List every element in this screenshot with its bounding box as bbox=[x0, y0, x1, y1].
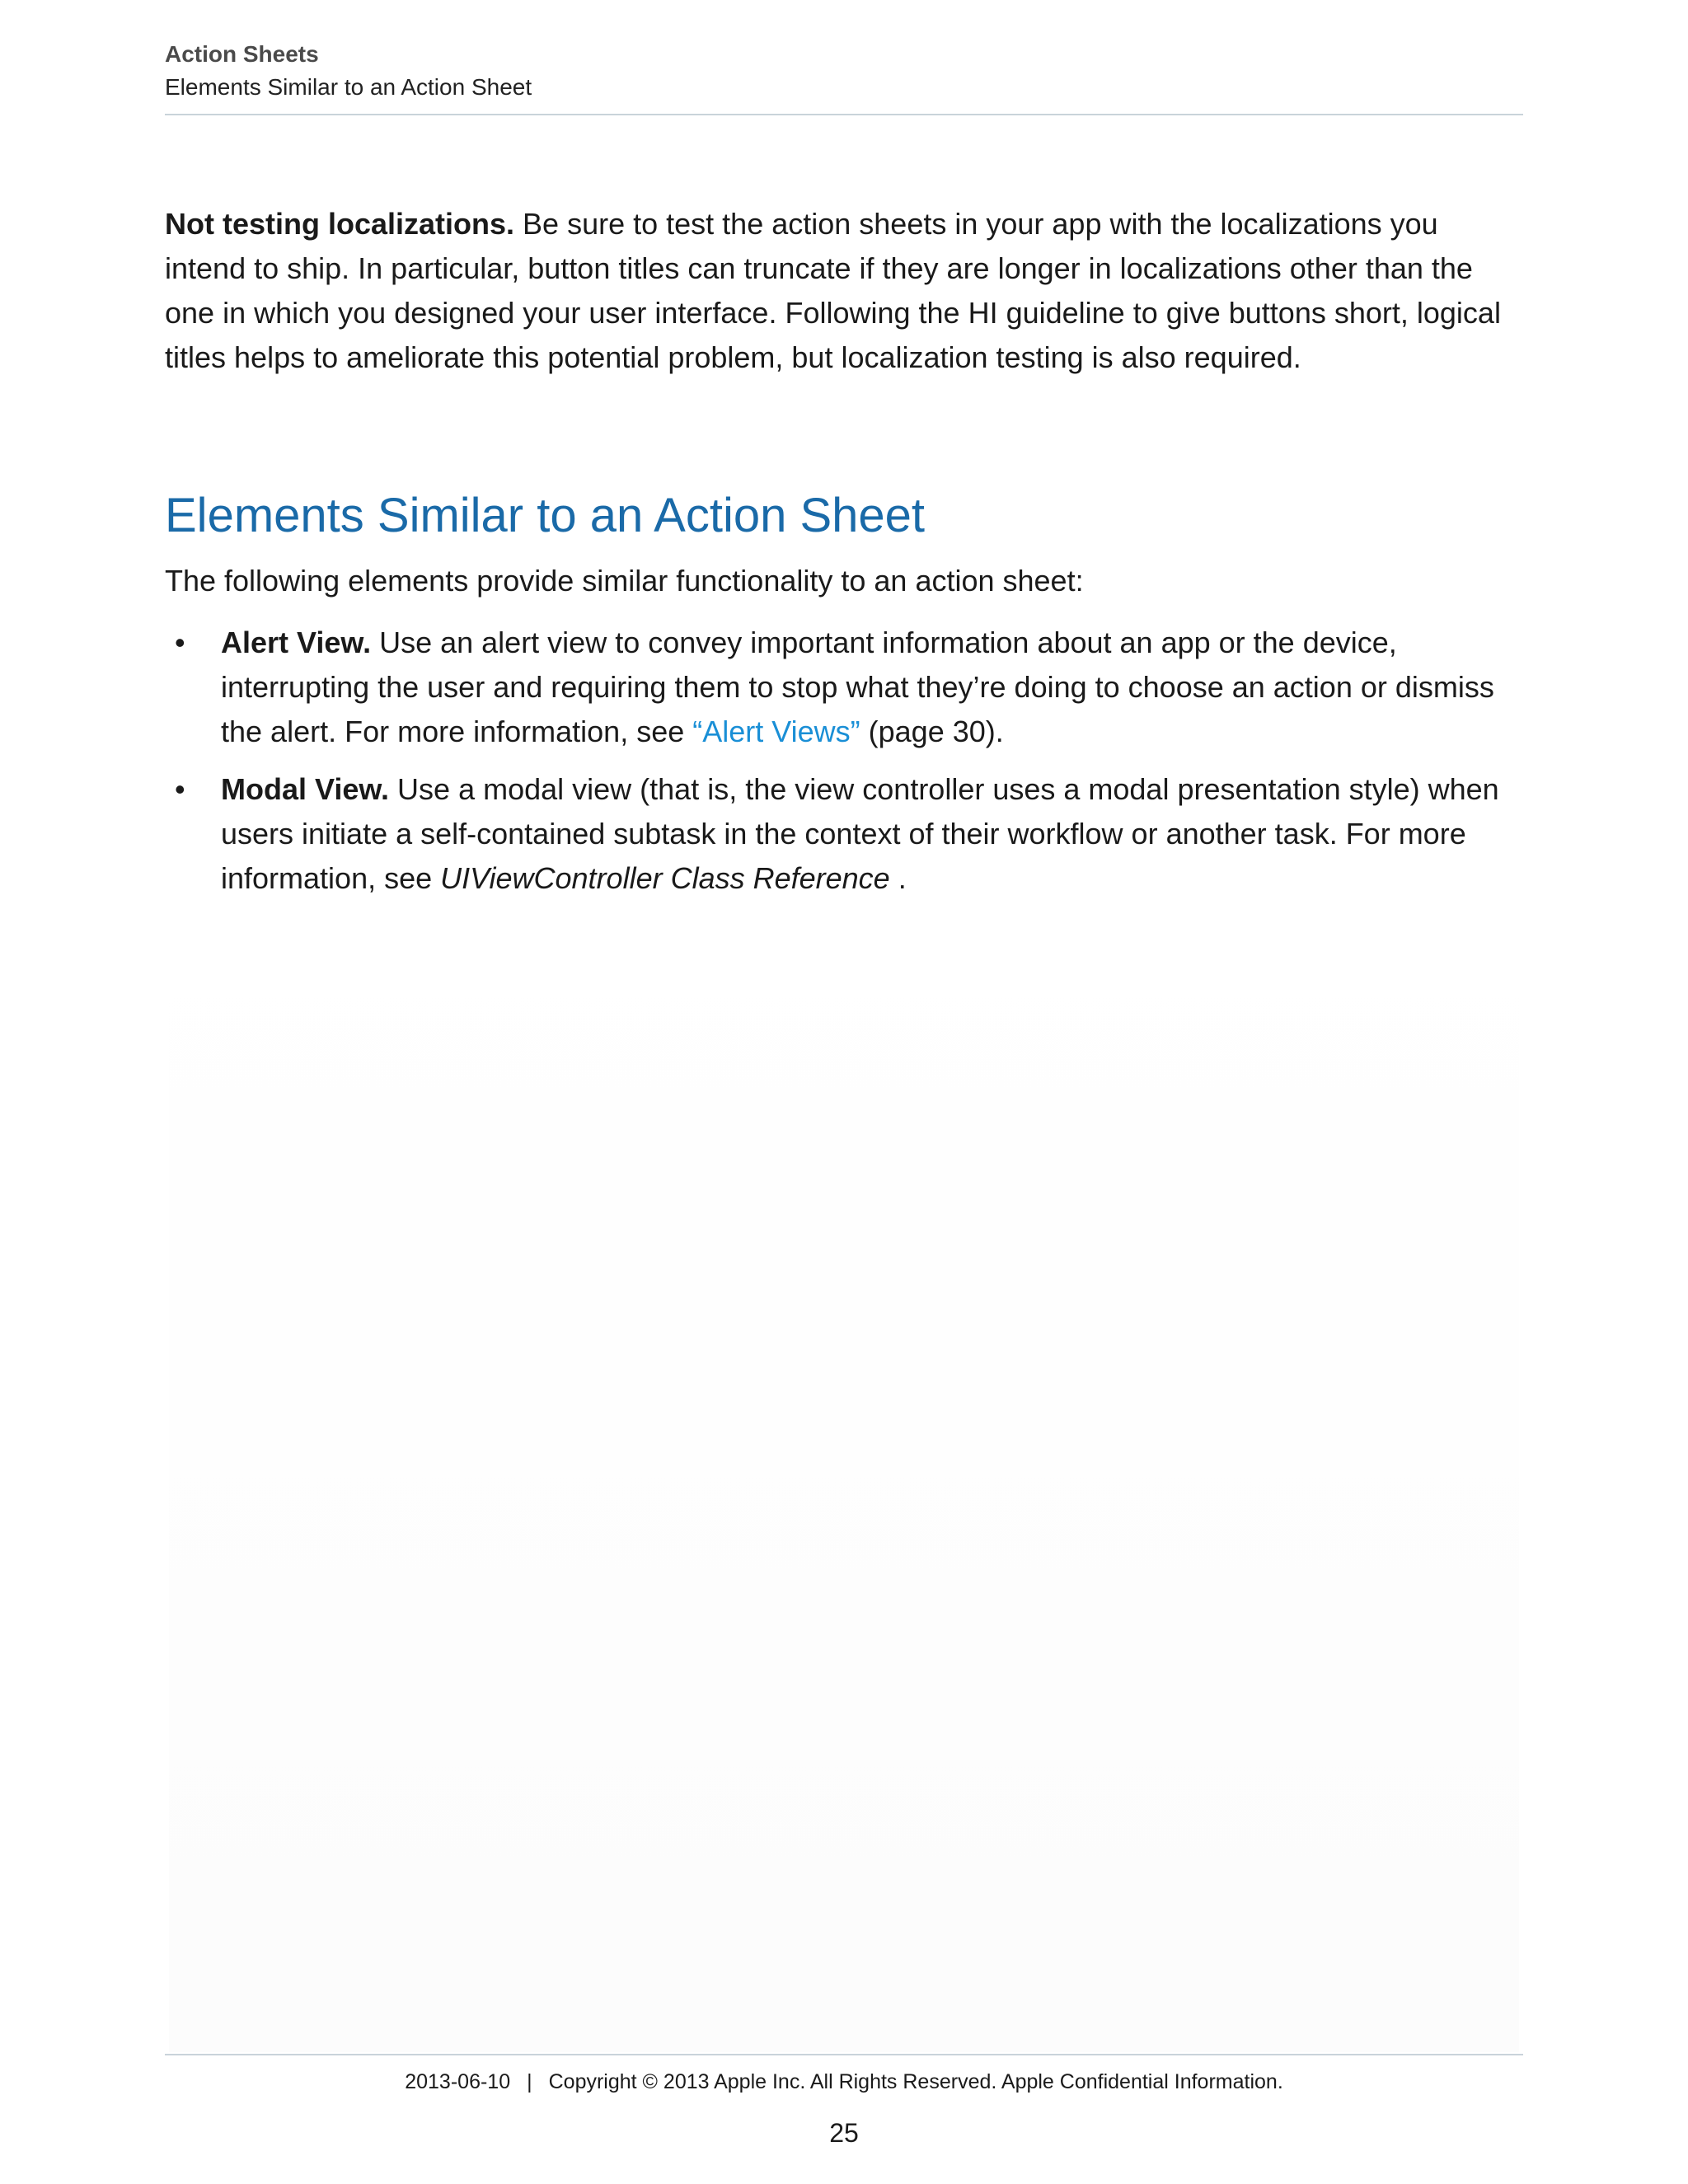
page-shading bbox=[169, 898, 1519, 2052]
bullet-marker: • bbox=[175, 772, 185, 806]
footer-date: 2013-06-10 bbox=[405, 2070, 511, 2093]
bullet-list bbox=[165, 621, 1533, 914]
paragraph-text: Be sure to test the action sheets in your app with the localizations you intend to ship. In particular, button titles can truncate if they are longer in localizations other than the one in which you designed your user interface. Following the HI guideline to give buttons short, logical titles helps to ameliorate this potential problem, but localization testing is also required. bbox=[165, 207, 1501, 374]
footer-divider bbox=[165, 2054, 1523, 2055]
bullet-lead: Modal View. bbox=[221, 772, 390, 806]
footer-copyright: Copyright © 2013 Apple Inc. All Rights Reserved. Apple Confidential Information. bbox=[548, 2070, 1283, 2093]
bullet-text: Use a modal view (that is, the view controller uses a modal presentation style) when users initiate a self-contained subtask in the context of their workflow or another task. For more information, see bbox=[221, 772, 1499, 895]
alert-views-link[interactable]: “Alert Views” bbox=[692, 715, 860, 748]
class-reference-title: UIViewController Class Reference bbox=[440, 861, 890, 895]
bullet-marker: • bbox=[175, 626, 185, 659]
page-number: 25 bbox=[829, 2118, 859, 2148]
bullet-after: (page 30). bbox=[860, 715, 1004, 748]
bullet-lead: Alert View. bbox=[221, 626, 372, 659]
running-header bbox=[165, 38, 1523, 104]
header-subsection-title: Elements Similar to an Action Sheet bbox=[165, 74, 532, 100]
header-section-title: Action Sheets bbox=[165, 41, 319, 67]
section-intro: The following elements provide similar functionality to an action sheet: bbox=[165, 564, 1084, 598]
footer-line bbox=[0, 2067, 1688, 2097]
list-item-alert-view bbox=[165, 621, 1533, 754]
section-heading: Elements Similar to an Action Sheet bbox=[165, 489, 926, 542]
bullet-text: Use an alert view to convey important information about an app or the device, interrupting the user and requiring them to stop what they’re doing to choose an action or dismiss the alert. For more information, see bbox=[221, 626, 1494, 748]
footer-separator: | bbox=[527, 2070, 532, 2093]
header-divider bbox=[165, 114, 1523, 115]
localization-paragraph bbox=[165, 202, 1525, 380]
bullet-after: . bbox=[889, 861, 907, 895]
paragraph-lead: Not testing localizations. bbox=[165, 207, 515, 241]
list-item-modal-view bbox=[165, 767, 1533, 901]
